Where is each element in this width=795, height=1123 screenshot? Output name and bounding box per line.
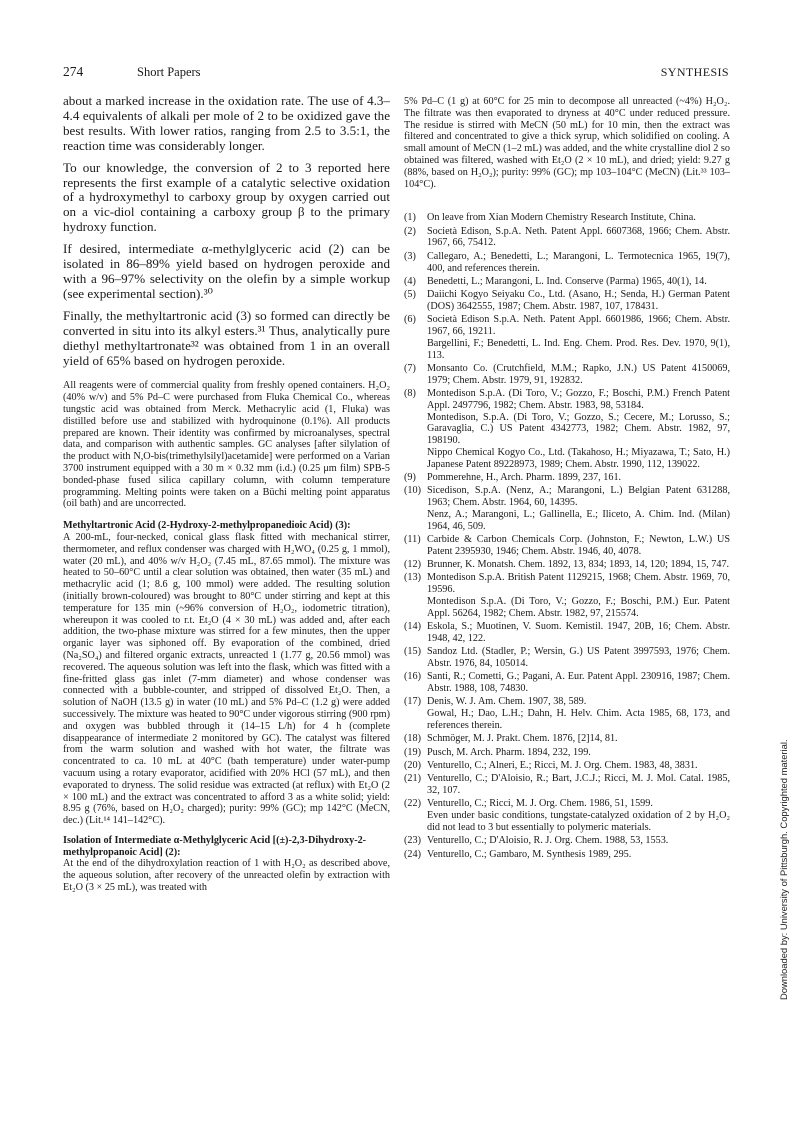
reference-line: Callegaro, A.; Benedetti, L.; Marangoni, L. Termotecnica 1965, 19(7), 400, and references therein. [427, 250, 730, 274]
reference-line: Santi, R.; Cometti, G.; Pagani, A. Eur. Patent Appl. 230916, 1987; Chem. Abstr. 1988, 108, 74830. [427, 671, 730, 695]
reference-number: (7) [404, 362, 416, 374]
reference-number: (18) [404, 733, 421, 745]
procedure-title: Methyltartronic Acid (2-Hydroxy-2-methylpropanedioic Acid) (3): [63, 520, 351, 532]
reference-number: (5) [404, 289, 416, 301]
reference-item [404, 798, 730, 833]
reference-number: (9) [404, 472, 416, 484]
reference-text [427, 671, 730, 695]
reference-item [404, 733, 730, 745]
reference-number: (23) [404, 835, 421, 847]
reference-text [427, 534, 730, 558]
reference-line: Montedison S.p.A. (Di Toro, V.; Gozzo, F.; Boschi, P.M.) Eur. Patent Appl. 56264, 1982; Chem. Abstr. 1982, 97, 215574. [427, 596, 730, 619]
reference-text [427, 621, 730, 645]
body-paragraph: Finally, the methyltartronic acid (3) so formed can directly be converted in situ into its alkyl esters.³¹ Thus, analytically pure diethyl methyltartronate³² was obtained from 1 in an overall yield of 65% based on hydrogen peroxide. [63, 307, 390, 368]
reference-text [427, 289, 730, 313]
reference-text [427, 226, 730, 250]
reference-number: (10) [404, 485, 421, 497]
reference-item [404, 835, 730, 847]
reference-number: (20) [404, 759, 421, 771]
reference-number: (24) [404, 848, 421, 860]
reference-line: Sandoz Ltd. (Stadler, P.; Wersin, G.) US Patent 3997593, 1976; Chem. Abstr. 1976, 84, 105014. [427, 646, 730, 670]
reference-item [404, 534, 730, 558]
reference-number: (19) [404, 746, 421, 758]
reference-line: Venturello, C.; D'Aloisio, R.; Bart, J.C.J.; Ricci, M. J. Mol. Catal. 1985, 32, 107. [427, 773, 730, 797]
journal-name: SYNTHESIS [660, 65, 729, 79]
reference-number: (16) [404, 671, 421, 683]
experimental-general: All reagents were of commercial quality from freshly opened containers. H₂O₂ (40% w/v) and 5% Pd–C were purchased from Fluka Chemical Co., whereas tungstic acid was obtained from Merck. Methacrylic acid (1, Fluka) was distilled before use and stabilized with hydroquinone (0.1%). All products prepared are known. Their identity was confirmed by microanalyses, spectral data, and comparison with authentic samples. GC analyses [after silylation of the product with N,O-bis(trimethylsilyl)acetamide] were performed on a Varian 3700 instrument equipped with a 30 m × 0.32 mm (i.d.) (0.25 μm film) SPB-5 bonded-phase fused silica capillary column, with column temperature programming. Melting points were taken on a Büchi melting point apparatus (oil bath) and are uncorrected. [63, 380, 390, 510]
reference-number: (1) [404, 212, 416, 224]
reference-item [404, 472, 730, 484]
reference-line: Brunner, K. Monatsh. Chem. 1892, 13, 834; 1893, 14, 120; 1894, 15, 747. [427, 559, 730, 571]
reference-item [404, 276, 730, 288]
reference-line: Venturello, C.; Gambaro, M. Synthesis 1989, 295. [427, 848, 632, 860]
reference-item [404, 388, 730, 471]
reference-line: Denis, W. J. Am. Chem. 1907, 38, 589. [427, 696, 587, 708]
reference-text [427, 646, 730, 670]
reference-line: Daiichi Kogyo Seiyaku Co., Ltd. (Asano, H.; Senda, H.) German Patent (DOS) 3642555, 1987; Chem. Abstr. 1987, 107, 178431. [427, 289, 730, 312]
reference-text [427, 472, 730, 484]
reference-item [404, 572, 730, 619]
procedure-title: Isolation of Intermediate α-Methylglyceric Acid [(±)-2,3-Dihydroxy-2-methylpropanoic Acid] (2): [63, 834, 367, 858]
reference-line: Montedison S.p.A. (Di Toro, V.; Gozzo, F.; Boschi, P.M.) French Patent Appl. 2497796, 1982; Chem. Abstr. 1983, 98, 53184. [427, 388, 730, 411]
body-paragraph: If desired, intermediate α-methylglyceric acid (2) can be isolated in 86–89% yield based on hydrogen peroxide and with a 96–97% selectivity on the olefin by a simple workup (see experimental section).³⁰ [63, 241, 390, 301]
reference-line: Montedison S.p.A. British Patent 1129215, 1968; Chem. Abstr. 1969, 70, 19596. [427, 572, 730, 596]
reference-line: On leave from Xian Modern Chemistry Research Institute, China. [427, 212, 696, 224]
reference-item [404, 289, 730, 313]
reference-line: Società Edison, S.p.A. Neth. Patent Appl. 6607368, 1966; Chem. Abstr. 1967, 66, 75412. [427, 225, 730, 249]
reference-line: Montedison, S.p.A. (Di Toro, V.; Gozzo, S.; Cecere, M.; Lorusso, S.; Garavaglia, C.) US Patent 4342773, 1982; Chem. Abstr. 1982, 97, 198190. [427, 411, 730, 447]
reference-line: Venturello, C.; Alneri, E.; Ricci, M. J. Org. Chem. 1983, 48, 3831. [427, 759, 698, 771]
reference-number: (4) [404, 275, 416, 287]
reference-number: (21) [404, 773, 421, 785]
reference-line: Venturello, C.; D'Aloisio, R. J. Org. Chem. 1988, 53, 1553. [427, 835, 669, 847]
reference-line: Società Edison S.p.A. Neth. Patent Appl. 6601986, 1966; Chem. Abstr. 1967, 66, 19211. [427, 314, 730, 338]
reference-number: (17) [404, 696, 421, 708]
reference-text [427, 314, 730, 361]
reference-line: Even under basic conditions, tungstate-catalyzed oxidation of 2 by H₂O₂ did not lead to 3 but essentially to polymeric materials. [427, 810, 730, 833]
reference-item [404, 485, 730, 532]
reference-text [427, 696, 730, 731]
reference-item [404, 363, 730, 387]
procedure-continuation: 5% Pd–C (1 g) at 60°C for 25 min to decompose all unreacted (~4%) H₂O₂. The filtrate was then evaporated to dryness at 40°C under reduced pressure. The residue is stirred with MeCN (50 mL) for 10 min, then the extract was filtered and concentrated to give a thick syrup, which solidified on cooling. A small amount of MeCN (1–2 mL) was added, and the white crystalline diol 2 so obtained was filtered, washed with Et₂O (2 × 10 mL), and dried; yield: 9.27 g (88%, based on H₂O₂); purity: 99% (GC); mp 103–104°C (MeCN) (Lit.³³ 103–104°C). [404, 96, 730, 190]
reference-text [427, 559, 730, 571]
body-paragraph: To our knowledge, the conversion of 2 to 3 reported here represents the first example of a catalytic selective oxidation of a hydroxymethyl to carboxy group by oxygen carried out on a vic-diol containing a carboxy group β to the primary hydroxy function. [63, 159, 390, 235]
reference-text [427, 276, 730, 288]
reference-line: Carbide & Carbon Chemicals Corp. (Johnston, F.; Newton, L.W.) US Patent 2395930, 1946; Chem. Abstr. 1946, 40, 4078. [427, 534, 730, 557]
reference-item [404, 559, 730, 571]
reference-line: Monsanto Co. (Crutchfield, M.M.; Rapko, J.N.) US Patent 4150069, 1979; Chem. Abstr. 1979, 91, 192832. [427, 362, 730, 386]
reference-line: Venturello, C.; Ricci, M. J. Org. Chem. 1986, 51, 1599. [427, 798, 653, 810]
reference-line: Benedetti, L.; Marangoni, L. Ind. Conserve (Parma) 1965, 40(1), 14. [427, 275, 707, 287]
left-column [63, 94, 390, 1100]
page-number: 274 [63, 64, 84, 79]
section-title: Short Papers [137, 65, 201, 79]
reference-item [404, 747, 730, 759]
reference-item [404, 760, 730, 772]
reference-text [427, 485, 730, 532]
reference-text [427, 212, 730, 224]
procedure-text: A 200-mL, four-necked, conical glass flask fitted with mechanical stirrer, thermometer, and reflux condenser was charged with H₂WO₄ (0.25 g, 1 mmol), water (20 mL), and 40% w/v H₂O₂ (7.45 mL, 87.65 mmol). The mixture was heated to 50–60°C until a clear solution was obtained, then water (35 mL) and methacrylic acid (1; 8.6 g, 100 mmol) were added. The resulting solution (initially brown-coloured) was brought to 80°C under stirring and kept at this temperature for 135 min (~96% conversion of H₂O₂, iodometric titration), whereupon it was cooled to r.t. Et₂O (4 × 30 mL) was added and, after each addition, the two-phase mixture was stirred for a few minutes, then the upper organic layer was siphoned off. By evaporation of the combined, dried (Na₂SO₄) and filtered organic extracts, unreacted 1 (1.77 g, 20.56 mmol) was recovered. The aqueous solution was left into the flask, which was fitted with a fine-fritted glass gas inlet (7-mm diameter) and whose condenser was connected with a bubble-counter, and stripped of dissolved Et₂O. Then, a solution of NaOH (13.5 g) in water (10 mL) and 5% Pd–C (1.2 g) were added successively. The mixture was heated to 90°C under vigorous stirring (900 rpm) and oxygen was bubbled through it (14–15 L/h) for 4 h (complete disappearance of intermediate 2 monitored by GC). The catalyst was filtered from the warm solution and washed with hot water, the filtrate was concentrated to ca. 10 mL at 40°C (bath temperature) under water-pump vacuum using a rotary evaporator, acidified with 20% HCl (57 mL), and then evaporated to dryness. The solid residue was extracted (at reflux) with Et₂O (2 × 100 mL) and the extract was concentrated to afford 3 as a white solid; yield: 8.95 g (76%, based on H₂O₂ charged); purity: 99% (GC); mp 142°C (MeCN, dec.) (Lit.¹⁴ 141–142°C). [63, 531, 390, 827]
reference-line: Gowal, H.; Dao, L.H.; Dahn, H. Helv. Chim. Acta 1985, 68, 173, and references therein. [427, 708, 730, 732]
right-column [404, 96, 730, 1096]
reference-item [404, 251, 730, 275]
reference-number: (3) [404, 250, 416, 262]
reference-line: Sicedison, S.p.A. (Nenz, A.; Marangoni, L.) Belgian Patent 631288, 1963; Chem. Abstr. 1964, 60, 14395. [427, 485, 730, 509]
reference-text [427, 773, 730, 797]
reference-text [427, 388, 730, 471]
references-list [404, 212, 730, 860]
reference-number: (14) [404, 621, 421, 633]
reference-item [404, 696, 730, 731]
reference-item [404, 212, 730, 224]
reference-text [427, 733, 730, 745]
reference-item [404, 314, 730, 361]
body-paragraph: about a marked increase in the oxidation rate. The use of 4.3–4.4 equivalents of alkali per mole of 2 to be oxidized gave the best results. With lower ratios, ranging from 2.5 to 3.5:1, the reaction time was considerably longer. [63, 94, 390, 153]
reference-line: Pusch, M. Arch. Pharm. 1894, 232, 199. [427, 746, 591, 758]
reference-number: (22) [404, 798, 421, 810]
reference-text [427, 760, 730, 772]
reference-line: Schmöger, M. J. Prakt. Chem. 1876, [2]14, 81. [427, 733, 618, 745]
reference-line: Bargellini, F.; Benedetti, L. Ind. Eng. Chem. Prod. Res. Dev. 1970, 9(1), 113. [427, 337, 730, 361]
reference-text [427, 849, 730, 861]
reference-number: (8) [404, 388, 416, 400]
page-header [63, 64, 729, 82]
reference-number: (12) [404, 559, 421, 571]
reference-text [427, 251, 730, 275]
download-notice: Downloaded by: University of Pittsburgh. Copyrighted material. [778, 739, 789, 1000]
reference-line: Eskola, S.; Muotinen, V. Suom. Kemistil. 1947, 20B, 16; Chem. Abstr. 1948, 42, 122. [427, 621, 730, 644]
reference-item [404, 849, 730, 861]
reference-text [427, 363, 730, 387]
reference-number: (15) [404, 646, 421, 658]
reference-item [404, 621, 730, 645]
reference-item [404, 226, 730, 250]
reference-number: (6) [404, 314, 416, 326]
reference-text [427, 747, 730, 759]
reference-text [427, 798, 730, 833]
reference-number: (11) [404, 534, 421, 546]
reference-item [404, 773, 730, 797]
procedure-text: At the end of the dihydroxylation reaction of 1 with H₂O₂ as described above, the aqueous solution, after recovery of the unreacted olefin by extraction with Et₂O (3 × 25 mL), was treated with [63, 858, 390, 894]
reference-text [427, 835, 730, 847]
reference-line: Nippo Chemical Kogyo Co., Ltd. (Takahoso, H.; Miyazawa, T.; Sato, H.) Japanese Patent 89228973, 1989; Chem. Abstr. 1990, 112, 139022. [427, 447, 730, 470]
reference-item [404, 671, 730, 695]
reference-number: (13) [404, 572, 421, 584]
reference-item [404, 646, 730, 670]
reference-line: Nenz, A.; Marangoni, L.; Gallinella, E.; Iliceto, A. Chim. Ind. (Milan) 1964, 46, 509. [427, 509, 730, 532]
reference-text [427, 572, 730, 619]
reference-number: (2) [404, 225, 416, 237]
reference-line: Pommerehne, H., Arch. Pharm. 1899, 237, 161. [427, 472, 622, 484]
